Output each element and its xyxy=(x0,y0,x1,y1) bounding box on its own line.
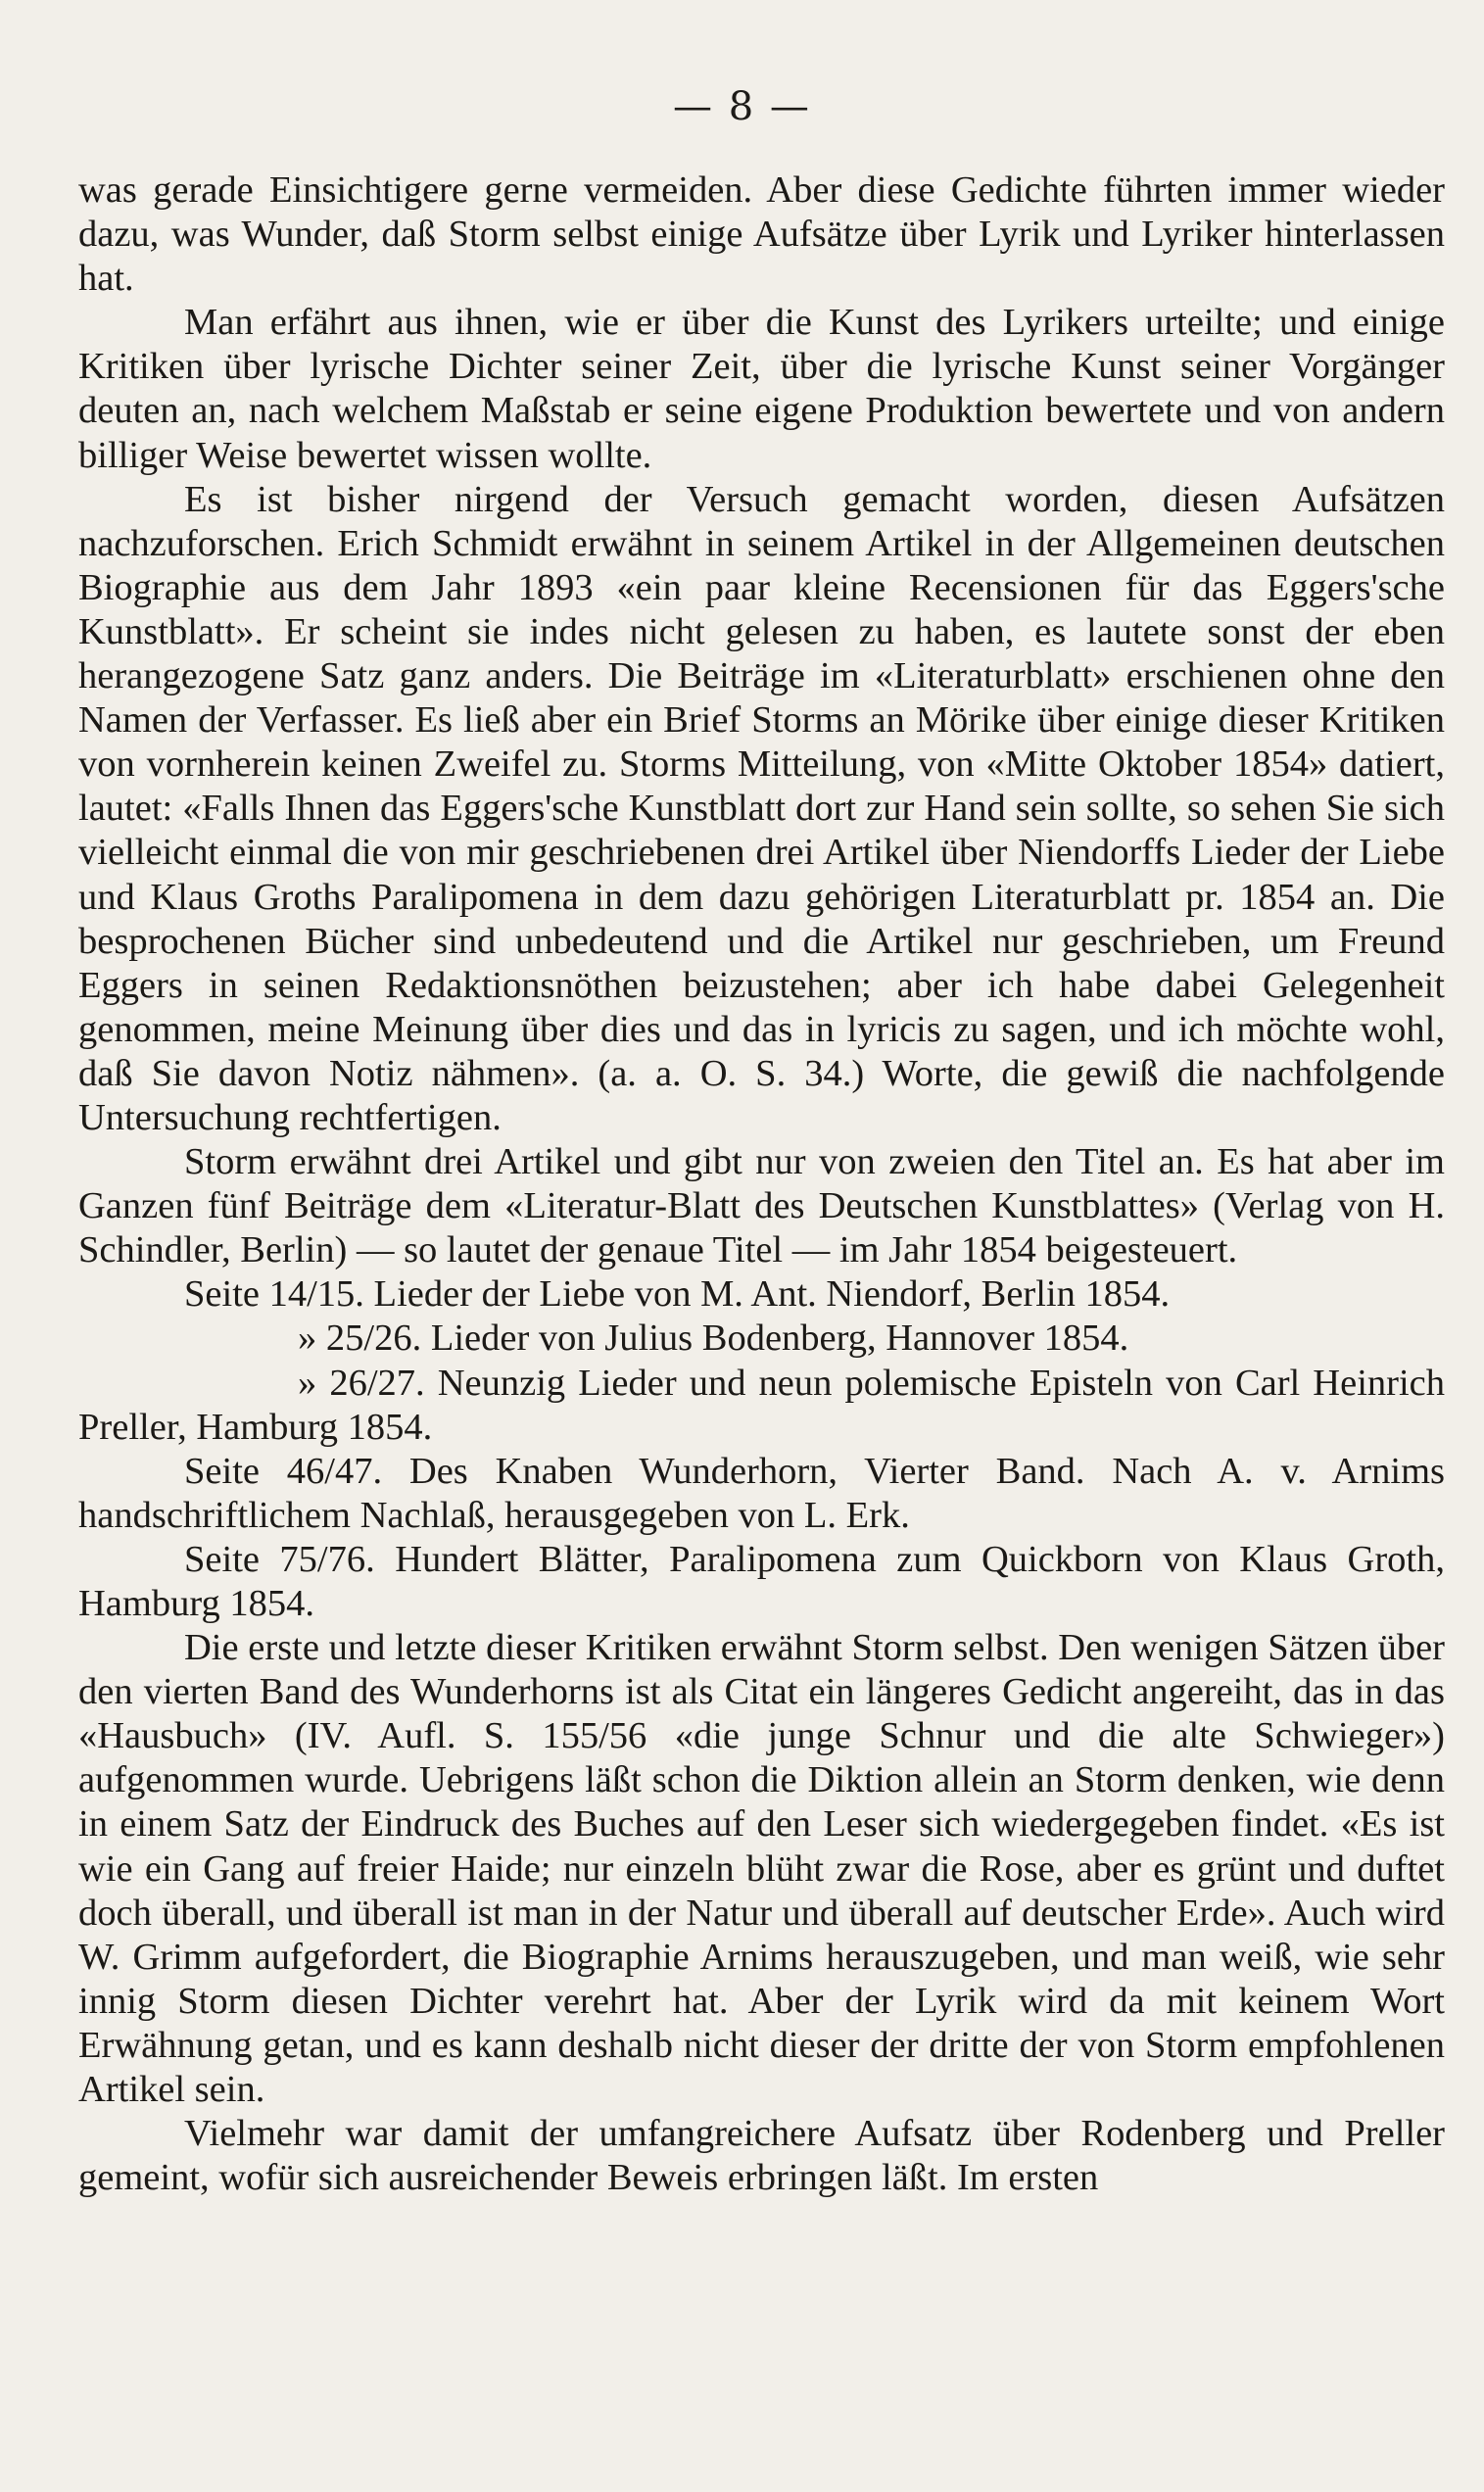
list-item: Seite 14/15. Lieder der Liebe von M. Ant. Niendorf, Berlin 1854. xyxy=(184,1273,1171,1316)
paragraph: was gerade Einsichtigere gerne vermeiden. Aber diese Gedichte führten immer wieder dazu, was Wunder, daß Storm selbst einige Aufsätze über Lyrik und Lyriker hinterlassen hat. xyxy=(78,169,1445,300)
paragraph: Es ist bisher nirgend der Versuch gemacht worden, diesen Aufsätzen nachzuforschen. Erich Schmidt erwähnt in seinem Artikel in der Allgemeinen deutschen Biographie aus dem Jahr 1893 «ein paar kleine Recensionen für das Eggers'sche Kunstblatt». Er scheint sie indes nicht gelesen zu haben, es lautete sonst der eben herangezogene Satz ganz anders. Die Beiträge im «Literaturblatt» erschienen ohne den Namen der Verfasser. Es ließ aber ein Brief Storms an Mörike über einige dieser Kritiken von vornherein keinen Zweifel zu. Storms Mitteilung, von «Mitte Oktober 1854» datiert, lautet: «Falls Ihnen das Eggers'sche Kunstblatt dort zur Hand sein sollte, so sehen Sie sich vielleicht einmal die von mir geschriebenen drei Artikel über Niendorffs Lieder der Liebe und Klaus Groths Paralipomena in dem dazu gehörigen Literaturblatt pr. 1854 an. Die besprochenen Bücher sind unbedeutend und die Artikel nur geschrieben, um Freund Eggers in seinen Redaktionsnöthen beizustehen; aber ich habe dabei Gelegenheit genommen, meine Meinung über dies und das in lyricis zu sagen, und ich möchte wohl, daß Sie davon Notiz nähmen». (a. a. O. S. 34.) Worte, die gewiß die nachfolgende Untersuchung rechtfertigen. xyxy=(78,478,1445,1138)
paragraph: Storm erwähnt drei Artikel und gibt nur von zweien den Titel an. Es hat aber im Ganzen fünf Beiträge dem «Literatur-Blatt des Deutschen Kunstblattes» (Verlag von H. Schindler, Berlin) — so lautet der genaue Titel — im Jahr 1854 beigesteuert. xyxy=(78,1141,1445,1271)
list-item: » 26/27. Neunzig Lieder und neun polemische Episteln von Carl Heinrich Preller, Hamburg 1854. xyxy=(78,1362,1445,1448)
body-text xyxy=(78,168,1445,2200)
paragraph: Man erfährt aus ihnen, wie er über die Kunst des Lyrikers urteilte; und einige Kritiken über lyrische Dichter seiner Zeit, über die lyrische Kunst seiner Vorgänger deuten an, nach welchem Maßstab er seine eigene Produktion bewertete und von andern billiger Weise bewertet wissen wollte. xyxy=(78,302,1445,476)
paragraph: Vielmehr war damit der umfangreichere Aufsatz über Rodenberg und Preller gemeint, wofür sich ausreichender Beweis erbringen läßt. Im ersten xyxy=(78,2113,1445,2199)
paragraph: Die erste und letzte dieser Kritiken erwähnt Storm selbst. Den wenigen Sätzen über den vierten Band des Wunderhorns ist als Citat ein längeres Gedicht angereiht, das in das «Hausbuch» (IV. Aufl. S. 155/56 «die junge Schnur und die alte Schwieger») aufgenommen wurde. Uebrigens läßt schon die Diktion allein an Storm denken, wie denn in einem Satz der Eindruck des Buches auf den Leser sich wiedergegeben findet. «Es ist wie ein Gang auf freier Haide; nur einzeln blüht zwar die Rose, aber es grünt und duftet doch überall, und überall ist man in der Natur und überall auf deutscher Erde». Auch wird W. Grimm aufgefordert, die Biographie Arnims herauszugeben, und man weiß, wie sehr innig Storm diesen Dichter verehrt hat. Aber der Lyrik wird da mit keinem Wort Erwähnung getan, und es kann deshalb nicht dieser der dritte der von Storm empfohlenen Artikel sein. xyxy=(78,1627,1445,2111)
list-item: Seite 75/76. Hundert Blätter, Paralipomena zum Quickborn von Klaus Groth, Hamburg 1854. xyxy=(78,1538,1445,1624)
list-item: Seite 46/47. Des Knaben Wunderhorn, Vierter Band. Nach A. v. Arnims handschriftlichem Nachlaß, herausgegeben von L. Erk. xyxy=(78,1450,1445,1536)
page-number: — 8 — xyxy=(673,84,811,129)
list-item: » 25/26. Lieder von Julius Bodenberg, Hannover 1854. xyxy=(298,1318,1129,1360)
